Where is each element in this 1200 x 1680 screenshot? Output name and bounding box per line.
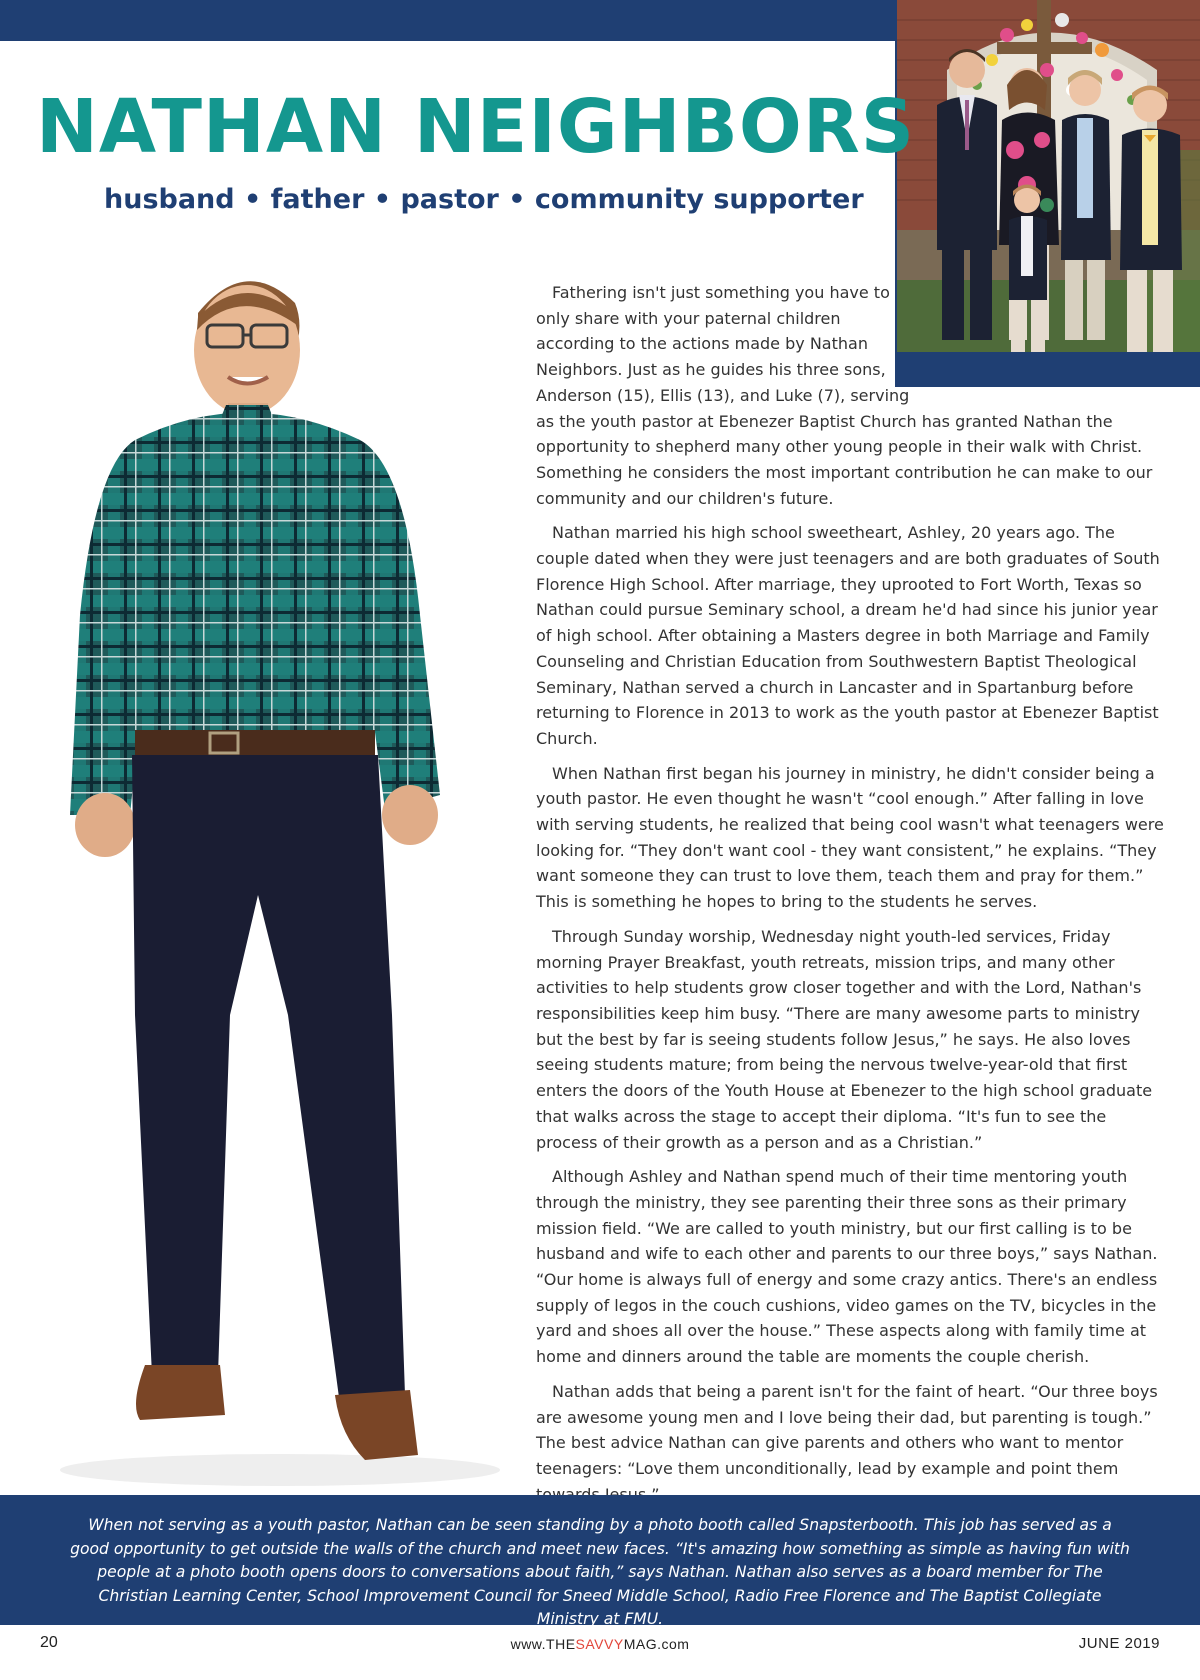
article-paragraph: Nathan married his high school sweetheart, Ashley, 20 years ago. The couple dated when they were just teenagers and are both graduates of South Florence High School. After marriage, they uprooted to Fort Worth, Texas so Nathan could pursue Seminary school, a dream he'd had since his junior year of high school. After obtaining a Masters degree in both Marriage and Family Counseling and Christian Education from Southwestern Baptist Theological Seminary, Nathan served a church in Lancaster and in Spartanburg before returning to Florence in 2013 to work as the youth pastor at Ebenezer Baptist Church. [536, 523, 1160, 748]
issue-date: JUNE 2019 [1078, 1635, 1160, 1652]
article-body [536, 280, 1164, 1516]
magazine-website-link[interactable] [0, 1636, 1200, 1652]
portrait-photo [40, 255, 510, 1495]
article-headline: NATHAN NEIGHBORS [36, 84, 916, 170]
family-photo-wrap-spacer [921, 280, 1164, 402]
photo-booth-caption: When not serving as a youth pastor, Nathan can be seen standing by a photo booth called Snapsterbooth. This job has served as a good opportunity to get outside the walls of the church and meet new faces. “It's amazing how something as simple as having fun with people at a photo booth opens doors to conversations about faith,” says Nathan. Nathan also serves as a board member for The Christian Learning Center, School Improvement Council for Sneed Middle School, Radio Free Florence and The Baptist Collegiate Ministry at FMU. [70, 1516, 1130, 1628]
article-paragraph: Fathering isn't just something you have to only share with your paternal children according to the actions made by Nathan Neighbors. Just as he guides his three sons, Anderson (15), Ellis (13), and Luke (7), serving as the youth pastor at Ebenezer Baptist Church has granted Nathan the opportunity to shepherd many other young people in their walk with Christ. Something he considers the most important contribution he can make to our community and our children's future. [536, 283, 1153, 508]
site-accent: SAVVY [575, 1636, 624, 1652]
article-paragraph: When Nathan first began his journey in ministry, he didn't consider being a youth pastor. He even thought he wasn't “cool enough.” After falling in love with serving students, he realized that being cool wasn't what teenagers were looking for. “They don't want cool - they want consistent,” he explains. “They want someone they can trust to love them, teach them and pray for them.” This is something he hopes to bring to the students he serves. [536, 763, 1164, 912]
site-suffix: MAG.com [623, 1636, 690, 1652]
article-paragraph: Nathan adds that being a parent isn't for the faint of heart. “Our three boys are awesome young men and I love being their dad, but parenting is tough.” The best advice Nathan can give parents and others who want to mentor teenagers: “Love them unconditionally, lead by example and point them [536, 1381, 1158, 1478]
article-paragraph: Although Ashley and Nathan spend much of their time mentoring youth through the ministry, they see parenting their three sons as their primary mission field. “We are called to youth ministry, but our first calling is to be husband and wife to each other and parents to our three boys,” says Nathan. “Our home is always full of energy and some crazy antics. There's an endless supply of legos in the couch cushions, video games on the TV, bicycles in the yard and shoes all over the house.” These aspects along with family time at home and dinners around the table are moments the couple cherish. [536, 1167, 1158, 1367]
article-paragraph: Through Sunday worship, Wednesday night youth-led services, Friday morning Prayer Breakfast, youth retreats, mission trips, and many other activities to help students grow closer together and with the Lord, Nathan's responsibilities keep him busy. “There are many awesome parts to ministry but the best by far is seeing students follow Jesus,” he says. He also loves seeing students mature; from being the nervous twelve-year-old that first enters the doors of the Youth House at Ebenezer to the high school graduate that walks across the stage to accept their diploma. “It's fun to see the process of their growth as a person and as a Christian.” [536, 926, 1153, 1152]
site-prefix: www.THE [510, 1636, 576, 1652]
page-number: 20 [40, 1634, 58, 1651]
article-subheadline: husband • father • pastor • community supporter [104, 184, 864, 215]
